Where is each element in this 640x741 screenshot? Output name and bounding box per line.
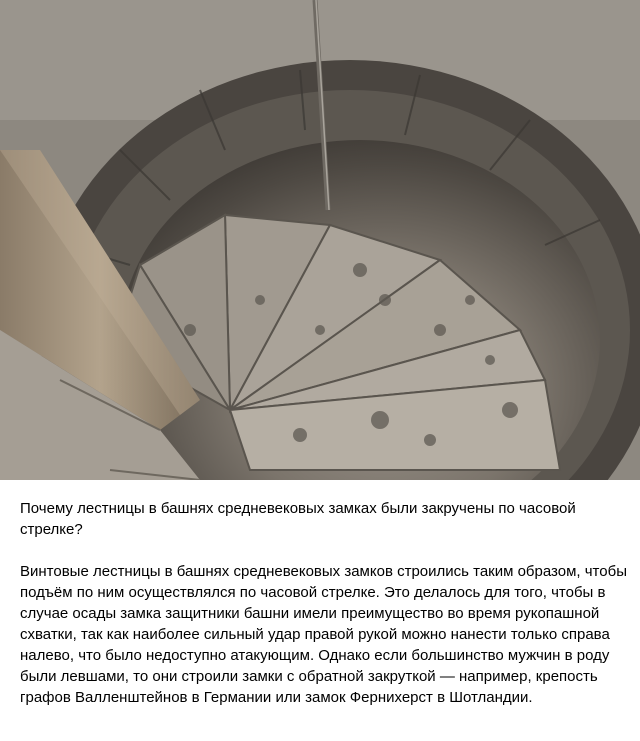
article-text [20, 498, 630, 708]
question-heading: Почему лестницы в башнях средневековых замках были закручены по часовой стрелке? [20, 500, 576, 538]
answer-paragraph: Винтовые лестницы в башнях средневековых замков строились таким образом, чтобы подъём по ним осуществлялся по часовой стрелке. Это делалось для того, чтобы в случае осады замка защитники башни имели преимущество во время рукопашной схватки, так как наиболее сильный удар правой рукой можно нанести только справа налево, что было недоступно атакующим. Однако если большинство мужчин в роду были левшами, то они строили замки с обратной закруткой — например, крепость графов Валленштейнов в Германии или замок Фернихерст в Шотландии. [20, 563, 627, 706]
